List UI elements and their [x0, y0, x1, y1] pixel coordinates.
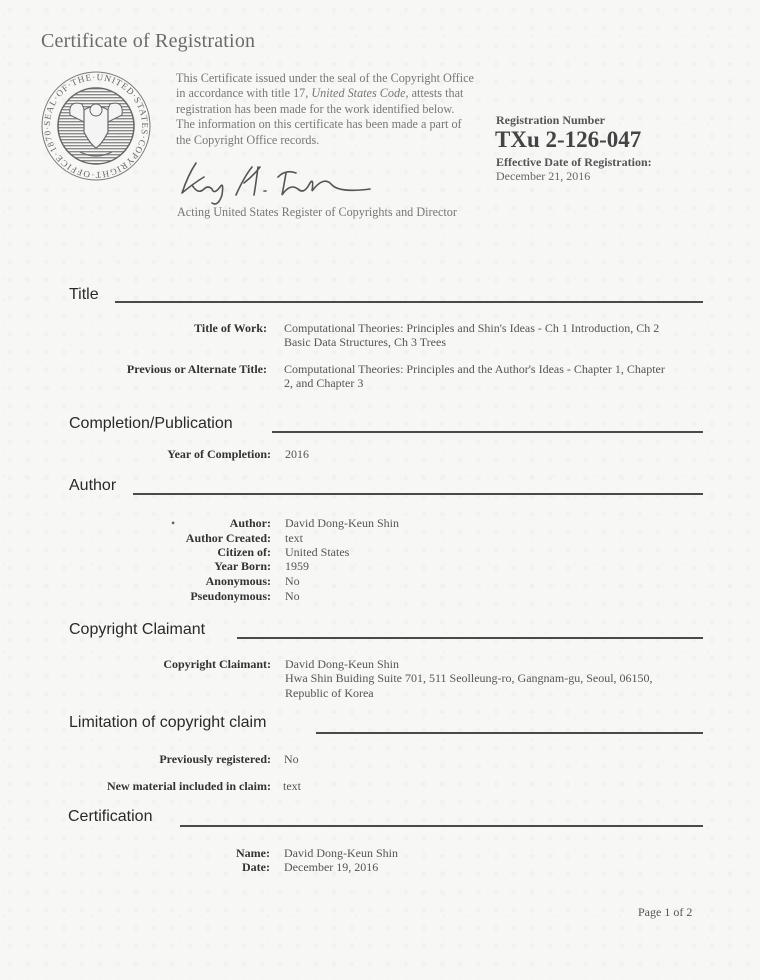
- section-divider: [272, 431, 703, 433]
- effective-date: December 21, 2016: [496, 169, 591, 183]
- alternate-title-value: [284, 362, 704, 391]
- author-created-value: text: [285, 531, 303, 545]
- section-heading-completion: Completion/Publication: [69, 415, 233, 432]
- certificate-title: Certificate of Registration: [41, 30, 256, 52]
- title-of-work-value: [284, 321, 704, 350]
- year-born-value: 1959: [285, 559, 309, 573]
- citizen-of-label: Citizen of:: [217, 545, 271, 559]
- statement-text-cont: , attests that registration has been made for the work identified below. The information on this certificate has been made a part of the Copyright Office records.: [176, 86, 464, 147]
- claimant-address: Hwa Shin Buiding Suite 701, 511 Seolleung-ro, Gangnam-gu, Seoul, 06150,: [285, 671, 653, 686]
- new-material-label: New material included in claim:: [107, 779, 271, 793]
- signature-icon: [174, 155, 374, 207]
- pseudonymous-label: Pseudonymous:: [190, 589, 271, 603]
- copyright-claimant-value: [285, 657, 705, 700]
- statement-code-title: United States Code: [311, 86, 406, 101]
- anonymous-label: Anonymous:: [205, 574, 271, 588]
- section-divider: [115, 301, 703, 303]
- citizen-of-value: United States: [285, 545, 350, 559]
- certification-date-value: December 19, 2016: [284, 860, 379, 874]
- alternate-title-label: Previous or Alternate Title:: [126, 362, 267, 376]
- section-divider: [133, 493, 703, 495]
- new-material-value: text: [283, 779, 301, 793]
- certificate-statement: [176, 71, 476, 148]
- statement-text: This Certificate issued under the seal of the Copyright Office in accordance with title 17,: [176, 71, 474, 101]
- page-number: Page 1 of 2: [638, 905, 693, 919]
- section-heading-claimant: Copyright Claimant: [69, 621, 206, 638]
- section-heading-title: Title: [69, 286, 99, 303]
- title-of-work-line: Computational Theories: Principles and Shin's Ideas - Ch 1 Introduction, Ch 2: [284, 321, 660, 335]
- year-of-completion-value: 2016: [285, 447, 309, 461]
- title-of-work-line: Basic Data Structures, Ch 3 Trees: [284, 335, 446, 350]
- author-label: Author:: [229, 516, 271, 530]
- certification-name-value: David Dong-Keun Shin: [284, 846, 398, 860]
- previously-registered-label: Previously registered:: [159, 752, 271, 766]
- section-heading-certification: Certification: [68, 808, 153, 825]
- anonymous-value: No: [285, 574, 300, 588]
- title-of-work-label: Title of Work:: [194, 321, 267, 335]
- author-bullet: •: [171, 516, 176, 530]
- section-heading-author: Author: [69, 477, 117, 494]
- signatory-title: Acting United States Register of Copyrights and Director: [177, 205, 457, 219]
- pseudonymous-value: No: [285, 589, 300, 603]
- section-divider: [316, 732, 703, 734]
- seal-text: SEAL·OF·THE·UNITED·STATES·COPYRIGHT·OFFICE·1870·: [41, 71, 151, 181]
- copyright-claimant-label: Copyright Claimant:: [163, 657, 271, 671]
- previously-registered-value: No: [284, 752, 299, 766]
- section-heading-limitation: Limitation of copyright claim: [69, 714, 267, 731]
- author-created-label: Author Created:: [185, 531, 271, 545]
- claimant-name: David Dong-Keun Shin: [285, 657, 399, 671]
- author-value: David Dong-Keun Shin: [285, 516, 399, 530]
- section-divider: [237, 637, 703, 639]
- claimant-country: Republic of Korea: [285, 685, 374, 700]
- certification-date-label: Date:: [242, 860, 270, 874]
- registration-number: TXu 2-126-047: [495, 127, 642, 152]
- year-born-label: Year Born:: [214, 559, 271, 573]
- copyright-office-seal-icon: [40, 70, 152, 182]
- certification-name-label: Name:: [236, 846, 270, 860]
- year-of-completion-label: Year of Completion:: [167, 447, 271, 461]
- registration-number-label: Registration Number: [496, 113, 605, 127]
- section-divider: [180, 825, 703, 827]
- alternate-title-line: 2, and Chapter 3: [284, 376, 364, 391]
- effective-date-label: Effective Date of Registration:: [496, 155, 652, 169]
- alternate-title-line: Computational Theories: Principles and the Author's Ideas - Chapter 1, Chapter: [284, 362, 665, 376]
